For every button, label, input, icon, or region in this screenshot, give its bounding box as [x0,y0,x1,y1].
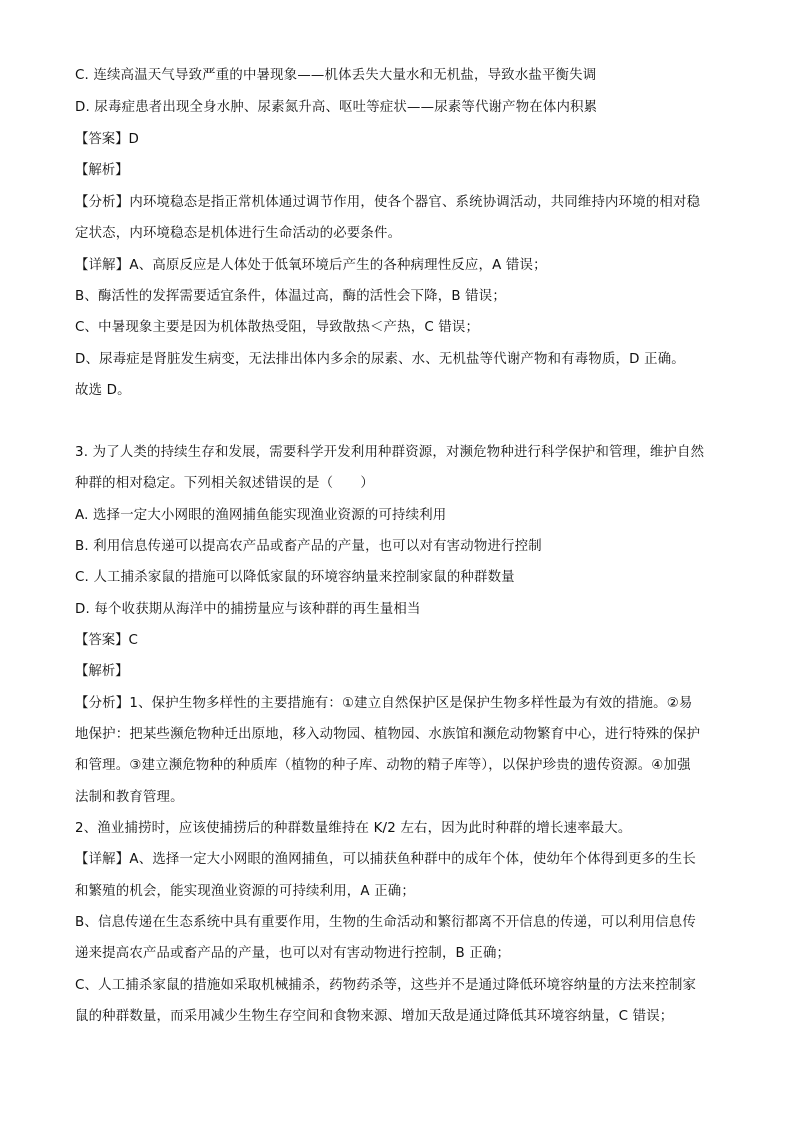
q3-detail-c-line-2: 鼠的种群数量，而采用减少生物生存空间和食物来源、增加天敌是通过降低其环境容纳量，C 错误； [75,1009,674,1024]
q3-detail-a-line-2: 和繁殖的机会，能实现渔业资源的可持续利用，A 正确； [75,884,415,899]
q3-fenxi-line-1: 【分析】1、保护生物多样性的主要措施有：①建立自然保护区是保护生物多样性最为有效的措施。②易 [75,696,693,711]
q3-stem-line-2: 种群的相对稳定。下列相关叙述错误的是（ ） [75,476,374,491]
q3-option-d: D. 每个收获期从海洋中的捕捞量应与该种群的再生量相当 [75,602,421,617]
q3-detail-b-line-1: B、信息传递在生态系统中具有重要作用，生物的生命活动和繁衍都离不开信息的传递，可以利用信息传 [75,915,696,930]
q3-fenxi-line-2: 地保护：把某些濒危物种迁出原地，移入动物园、植物园、水族馆和濒危动物繁育中心，进行特殊的保护 [75,727,701,742]
q2-answer: 【答案】D [75,132,139,147]
q2-detail-a: 【详解】A、高原反应是人体处于低氧环境后产生的各种病理性反应，A 错误； [75,258,547,273]
q3-fenxi-line-3: 和管理。③建立濒危物种的种质库（植物的种子库、动物的精子库等），以保护珍贵的遗传资源。④加强 [75,758,691,773]
q2-fenxi-line-1: 【分析】内环境稳态是指正常机体通过调节作用，使各个器官、系统协调活动，共同维持内环境的相对稳 [75,195,701,210]
q2-detail-d: D、尿毒症是肾脏发生病变，无法排出体内多余的尿素、水、无机盐等代谢产物和有毒物质，D 正确。 [75,352,685,367]
q2-analysis-title: 【解析】 [75,163,129,178]
q3-stem-line-1: 3. 为了人类的持续生存和发展，需要科学开发利用种群资源，对濒危物种进行科学保护和管理，维护自然 [75,445,705,460]
q2-detail-b: B、酶活性的发挥需要适宜条件，体温过高，酶的活性会下降，B 错误； [75,289,506,304]
q3-option-c: C. 人工捕杀家鼠的措施可以降低家鼠的环境容纳量来控制家鼠的种群数量 [75,570,515,585]
q2-option-c: C. 连续高温天气导致严重的中暑现象——机体丢失大量水和无机盐，导致水盐平衡失调 [75,68,597,83]
q2-detail-c: C、中暑现象主要是因为机体散热受阻，导致散热＜产热，C 错误； [75,320,480,335]
q3-answer: 【答案】C [75,633,138,648]
q2-fenxi-line-2: 定状态，内环境稳态是机体进行生命活动的必要条件。 [75,226,402,241]
q3-detail-a-line-1: 【详解】A、选择一定大小网眼的渔网捕鱼，可以捕获鱼种群中的成年个体，使幼年个体得到更多的生长 [75,852,696,867]
q3-analysis-title: 【解析】 [75,664,129,679]
q2-choose: 故选 D。 [75,383,131,398]
q2-option-d: D. 尿毒症患者出现全身水肿、尿素氮升高、呕吐等症状——尿素等代谢产物在体内积累 [75,100,598,115]
q3-fenxi-line-5: 2、渔业捕捞时，应该使捕捞后的种群数量维持在 K/2 左右，因为此时种群的增长速率最大。 [75,821,632,836]
q3-fenxi-line-4: 法制和教育管理。 [75,790,184,805]
q3-option-b: B. 利用信息传递可以提高农产品或畜产品的产量，也可以对有害动物进行控制 [75,539,542,554]
q3-detail-b-line-2: 递来提高农产品或畜产品的产量，也可以对有害动物进行控制，B 正确； [75,946,511,961]
q3-option-a: A. 选择一定大小网眼的渔网捕鱼能实现渔业资源的可持续利用 [75,508,447,523]
q3-detail-c-line-1: C、人工捕杀家鼠的措施如采取机械捕杀，药物药杀等，这些并不是通过降低环境容纳量的方法来控制家 [75,978,697,993]
